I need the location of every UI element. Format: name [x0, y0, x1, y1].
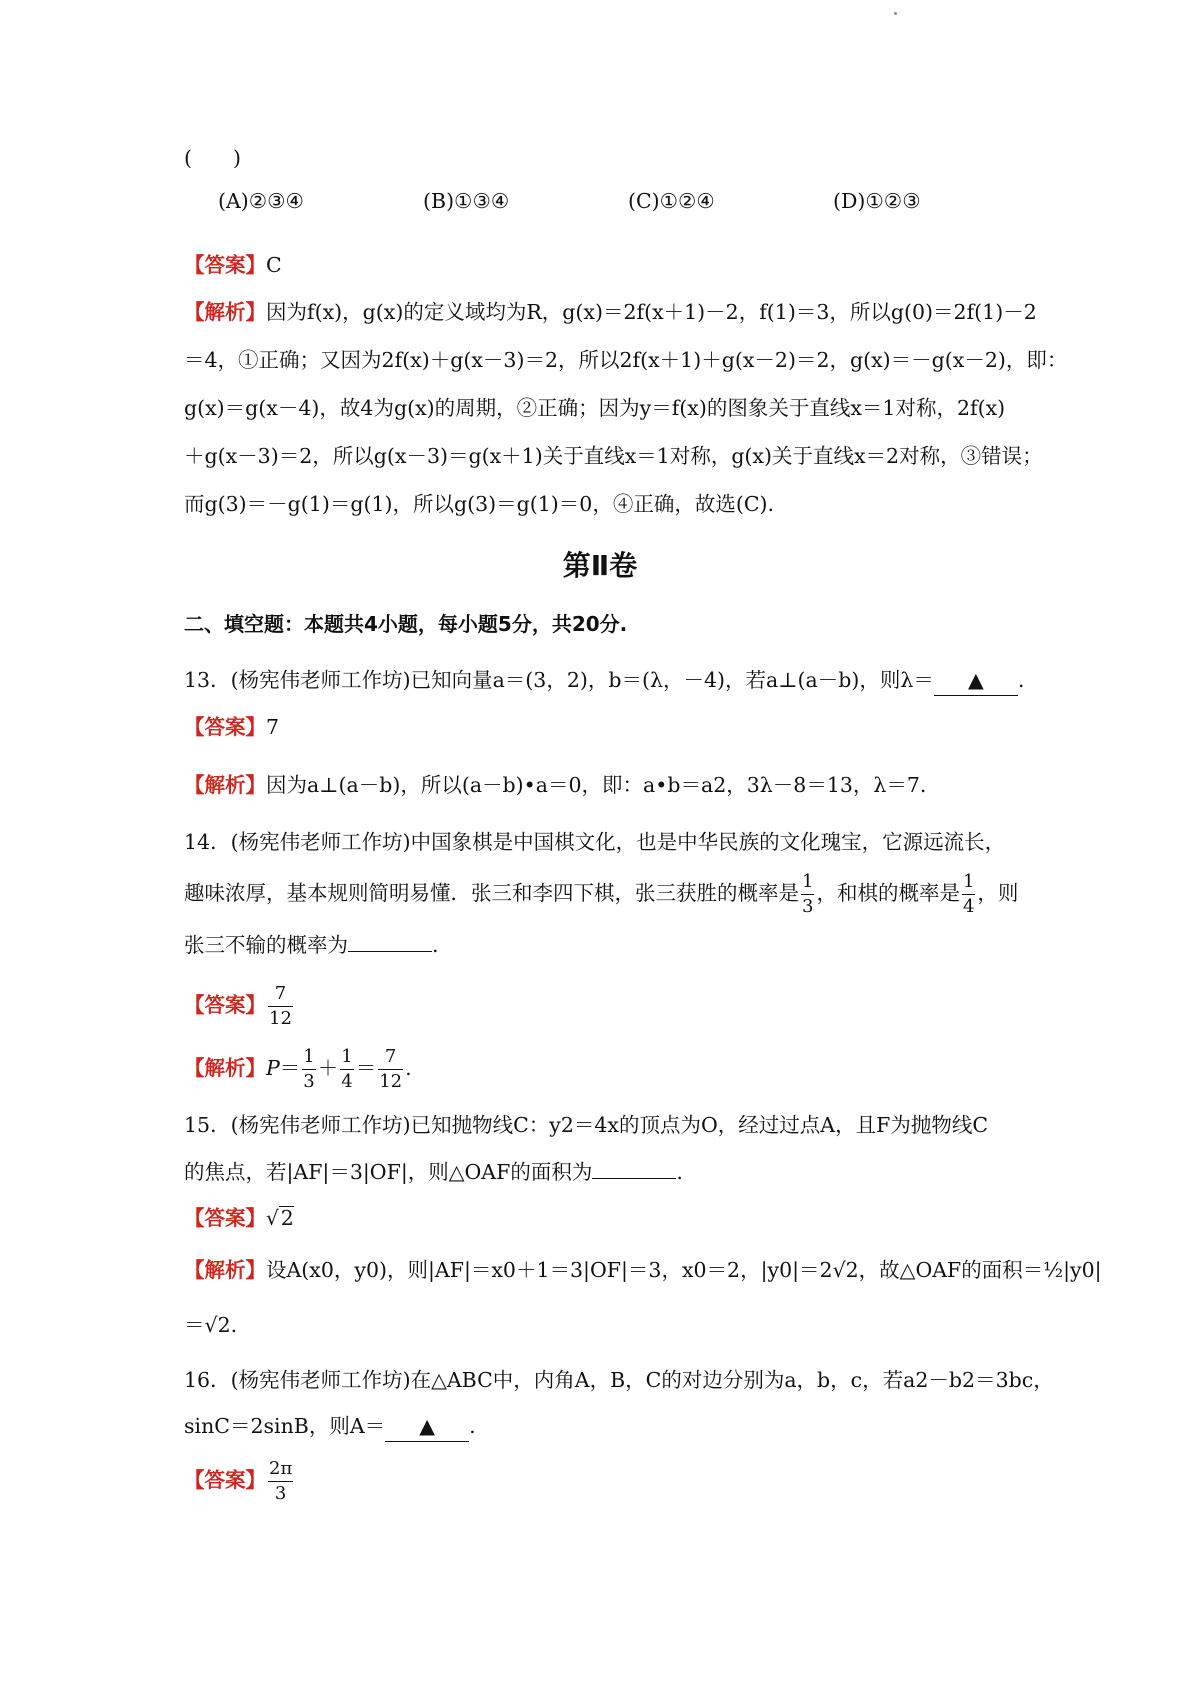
q16-line-2: sinC＝2sinB，则A＝ ▲ . [184, 1411, 476, 1442]
part2-title: 第Ⅱ卷 [562, 549, 638, 582]
q12-analysis-line-4: ＋g(x－3)＝2，所以g(x－3)＝g(x＋1)关于直线x＝1对称，g(x)关于直线x＝2对称，③错误； [184, 444, 1043, 468]
q14-answer: 【答案】 $\frac{7}{12}$ [184, 983, 292, 1029]
q16-answer: 【答案】 $\frac{2\pi}{3}$ [184, 1458, 293, 1504]
option-d: (D)①②③ [833, 189, 921, 213]
q14-analysis: 【解析】P＝ $\frac{1}{3}$ ＋ $\frac{1}{4}$ ＝ $\frac{7}{12}$ . [184, 1046, 412, 1092]
q16-line-1: 16．(杨宪伟老师工作坊)在△ABC中，内角A，B，C的对边分别为a，b，c，若a2－b2＝3bc， [184, 1368, 1054, 1392]
q12-options [218, 186, 1038, 216]
q15-line-2: 的焦点，若|AF|＝3|OF|，则△OAF的面积为 . [184, 1160, 683, 1184]
q12-analysis-line-1: 【解析】因为f(x)，g(x)的定义域均为R，g(x)＝2f(x＋1)－2，f(1)＝3，所以g(0)＝2f(1)－2 [184, 300, 1037, 324]
q14-blank [348, 951, 432, 952]
q15-answer: 【答案】√2 [184, 1206, 294, 1230]
q12-analysis-line-2: ＝4，①正确；又因为2f(x)＋g(x－3)＝2，所以2f(x＋1)＋g(x－2)＝2，g(x)＝－g(x－2)，即： [184, 348, 1068, 372]
q15-blank [592, 1178, 676, 1179]
q13-blank: ▲ [934, 665, 1018, 696]
q13-answer: 【答案】7 [184, 715, 280, 739]
option-c: (C)①②④ [628, 189, 715, 213]
section2-heading: 二、填空题：本题共4小题，每小题5分，共20分. [184, 612, 628, 636]
q14-line-3: 张三不输的概率为 . [184, 933, 439, 957]
page-dot [894, 12, 897, 15]
fraction-one-quarter: $\frac{1}{4}$ [962, 871, 975, 917]
q12-analysis-line-5: 而g(3)＝－g(1)＝g(1)，所以g(3)＝g(1)＝0，④正确，故选(C). [184, 492, 775, 516]
q15-analysis-line-1: 【解析】设A(x0，y0)，则|AF|＝x0＋1＝3|OF|＝3，x0＝2，|y0|＝2√2，故△OAF的面积＝½|y0| [184, 1258, 1102, 1282]
q14-line-1: 14．(杨宪伟老师工作坊)中国象棋是中国棋文化，也是中华民族的文化瑰宝，它源远流长， [184, 830, 1006, 854]
q12-paren: ( ) [184, 146, 241, 170]
q12-analysis-line-3: g(x)＝g(x－4)，故4为g(x)的周期，②正确；因为y＝f(x)的图象关于直线x＝1对称，2f(x) [184, 396, 1006, 420]
q14-line-2: 趣味浓厚，基本规则简明易懂．张三和李四下棋，张三获胜的概率是 $\frac{1}{3}$ ，和棋的概率是 $\frac{1}{4}$ ，则 [184, 871, 1019, 917]
q15-analysis-line-2: ＝√2. [184, 1313, 238, 1337]
answer-fraction: $\frac{2\pi}{3}$ [269, 1458, 293, 1504]
option-a: (A)②③④ [218, 189, 304, 213]
option-b: (B)①③④ [423, 189, 510, 213]
fraction-one-third: $\frac{1}{3}$ [802, 871, 814, 917]
q13-stem: 13．(杨宪伟老师工作坊)已知向量a＝(3，2)，b＝(λ，－4)，若a⊥(a－b)，则λ＝ ▲ . [184, 665, 1024, 696]
q12-answer: 【答案】C [184, 253, 282, 277]
q16-blank: ▲ [385, 1411, 469, 1442]
q15-line-1: 15．(杨宪伟老师工作坊)已知抛物线C：y2＝4x的顶点为O，经过过点A，且F为抛物线C [184, 1113, 989, 1137]
answer-fraction: $\frac{7}{12}$ [269, 983, 292, 1029]
q13-analysis: 【解析】因为a⊥(a－b)，所以(a－b)•a＝0，即：a•b＝a2，3λ－8＝13，λ＝7. [184, 773, 927, 797]
